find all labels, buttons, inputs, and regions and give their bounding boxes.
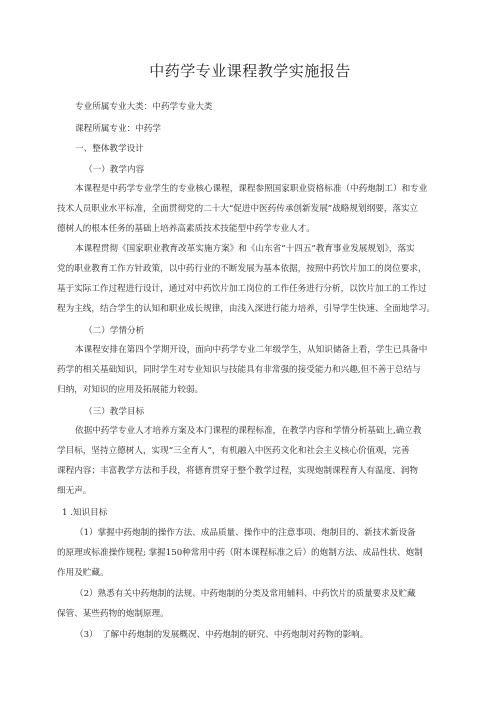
text-line: 技术人员职业水平标准，全面贯彻党的二十大“促进中医药传承创新发展”战略规划纲要，落实立 <box>57 204 419 214</box>
text-line: （3） 了解中药炮制的发展概况、中药炮制的研究、中药炮制对药物的影响。 <box>75 630 369 640</box>
subsection-heading: （二）学情分析 <box>84 326 145 336</box>
text-line: 本课程是中药学专业学生的专业核心课程，课程参照国家职业资格标准（中药炮制工）和专业 <box>75 184 428 194</box>
text-line: 党的职业教育工作方针政策，以中药行业的不断发展为基本依据，按照中药饮片加工的岗位要求， <box>57 264 427 274</box>
text-line: 归纳，对知识的应用及拓展能力较弱。 <box>57 385 204 395</box>
subsection-heading: （一）教学内容 <box>84 165 145 175</box>
text-line: 细无声。 <box>57 486 92 496</box>
subsection-heading: （三）教学目标 <box>84 407 145 417</box>
text-line: 课程所属专业：中药学 <box>75 124 161 134</box>
text-line: 本课程贯彻《国家职业教育改革实施方案》和《山东省“十四五”教育事业发展规划》，落实 <box>75 244 415 254</box>
document-title: 中药学专业课程教学实施报告 <box>149 62 351 80</box>
text-line: 药学的相关基础知识，同时学生对专业知识与技能具有非常强的接受能力和兴趣,但不善于总结与 <box>57 365 421 375</box>
text-line: 作用及贮藏。 <box>57 568 109 578</box>
text-line: 课程内容；丰富教学方法和手段，将德育贯穿于整个教学过程，实现炮制课程育人有温度、润物 <box>57 466 418 476</box>
text-line: 本课程安排在第四个学期开设，面向中药学专业二年级学生，从知识储备上看，学生已具备中 <box>75 345 428 355</box>
text-line: 学目标，坚持立德树人，实现“三全育人”，有机融入中医药文化和社会主义核心价值观，完善 <box>57 446 410 456</box>
text-line: 依据中药学专业人才培养方案及本门课程的课程标准，在教学内容和学情分析基础上,确立教 <box>75 426 422 436</box>
text-line: （2）熟悉有关中药炮制的法规、中药炮制的分类及常用辅料、中药饮片的质量要求及贮藏 <box>75 589 416 599</box>
text-line: 德树人的根本任务的基础上培养高素质技术技能型中药学专业人才。 <box>57 224 315 234</box>
section-heading: 一、整体教学设计 <box>75 144 144 154</box>
text-line: 保管、某些药物的炮制原理。 <box>57 609 169 619</box>
text-line: 的原理或标准操作规程; 掌握150种常用中药（附本课程标准之后）的炮制方法、成品性状、炮制 <box>57 548 423 558</box>
text-line: 专业所属专业大类：中药学专业大类 <box>75 102 213 112</box>
subsection-heading: 1 .知识目标 <box>62 508 108 518</box>
text-line: （1）掌握中药炮制的操作方法、成品质量、操作中的注意事项、炮制目的、新技术新设备 <box>75 528 416 538</box>
text-line: 程为主线，结合学生的认知和职业成长规律，由浅入深进行能力培养，引导学生快速、全面地学习。 <box>57 304 436 314</box>
text-line: 基于实际工作过程进行设计，通过对中药饮片加工岗位的工作任务进行分析，以饮片加工的工作过 <box>57 284 427 294</box>
